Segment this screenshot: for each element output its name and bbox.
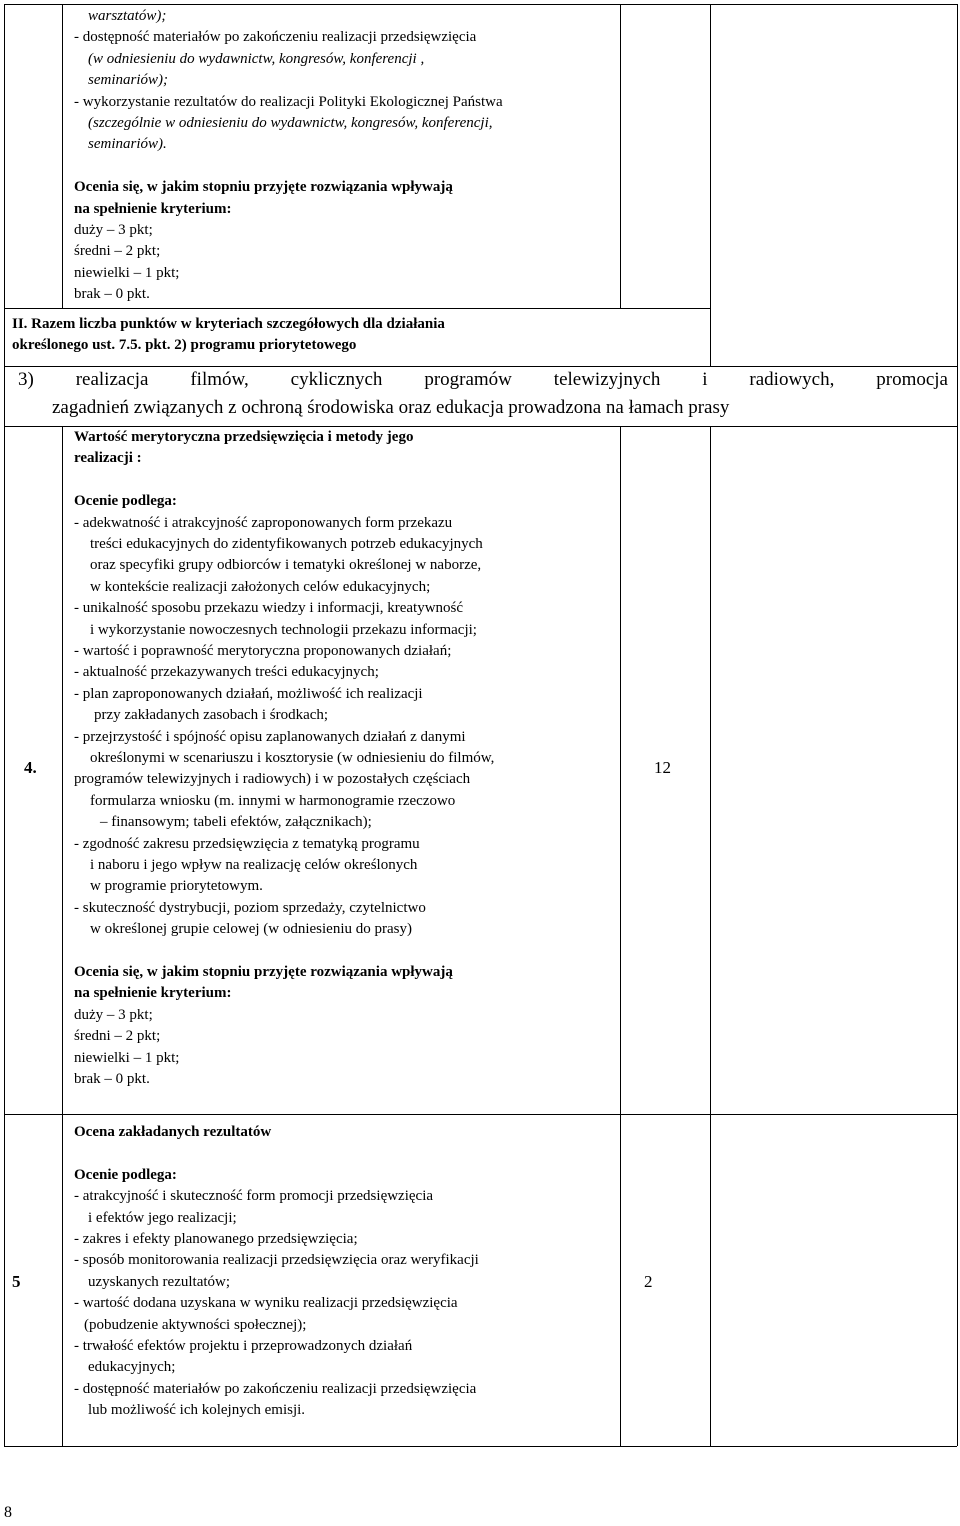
summary-row-top-border	[4, 308, 710, 309]
text-line: duży – 3 pkt;	[74, 222, 153, 238]
text-line: - sposób monitorowania realizacji przedsięwzięcia oraz weryfikacji	[74, 1252, 479, 1269]
row5-number: 5	[12, 1272, 21, 1291]
table-left-border	[4, 4, 5, 1446]
text-line: średni – 2 pkt;	[74, 243, 161, 260]
text-line: (pobudzenie aktywności społecznej);	[84, 1316, 307, 1333]
text-line: w kontekście realizacji założonych celów edukacyjnych;	[90, 578, 431, 595]
text-line: niewielki – 1 pkt;	[74, 264, 180, 281]
row4-number: 4.	[24, 758, 37, 777]
column-divider-1-top	[62, 4, 63, 308]
text-line: Ocenia się, w jakim stopniu przyjęte rozwiązania wpływają	[74, 964, 453, 980]
text-line: Ocenia się, w jakim stopniu przyjęte rozwiązania wpływają	[74, 179, 453, 196]
text-line: edukacyjnych;	[88, 1359, 176, 1376]
column-divider-2-bottom	[620, 426, 621, 1446]
text-line: średni – 2 pkt;	[74, 1028, 161, 1045]
text-line: uzyskanych rezultatów;	[88, 1273, 231, 1290]
text-line: lub możliwość ich kolejnych emisji.	[88, 1402, 306, 1419]
column-divider-3-bottom	[710, 426, 711, 1446]
table-right-border	[957, 4, 958, 1446]
text-line: - aktualność przekazywanych treści edukacyjnych;	[74, 664, 379, 681]
text-line: - wartość dodana uzyskana w wyniku realizacji przedsięwzięcia	[74, 1295, 458, 1312]
text-line: w określonej grupie celowej (w odniesieniu do prasy)	[90, 921, 412, 938]
text-line: – finansowym; tabeli efektów, załącznikach);	[100, 814, 372, 831]
text-line: - przejrzystość i spójność opisu zaplanowanych działań z danymi	[74, 728, 466, 745]
text-line: formularza wniosku (m. innymi w harmonogramie rzeczowo	[90, 792, 456, 809]
column-divider-1-bottom	[62, 426, 63, 1446]
text-line: w programie priorytetowym.	[90, 878, 263, 895]
row4-points: 12	[654, 758, 671, 777]
section3-heading-line1: 3) realizacja filmów, cyklicznych programów telewizyjnych i radiowych, promocja	[18, 369, 948, 390]
text-line: - zgodność zakresu przedsięwzięcia z tematyką programu	[74, 835, 420, 852]
text-line: brak – 0 pkt.	[74, 286, 150, 303]
row5-top-border	[4, 1114, 957, 1115]
text-line: seminariów);	[88, 72, 168, 89]
section3-heading-line2: zagadnień związanych z ochroną środowiska oraz edukacja prowadzona na łamach prasy	[52, 397, 730, 418]
table-bottom-border	[4, 1446, 957, 1447]
text-line: niewielki – 1 pkt;	[74, 1049, 180, 1066]
text-line: - plan zaproponowanych działań, możliwość ich realizacji	[74, 685, 423, 702]
text-line: - wykorzystanie rezultatów do realizacji Polityki Ekologicznej Państwa	[74, 93, 503, 110]
row5-criteria-text	[74, 1120, 614, 1440]
text-line: realizacji :	[74, 450, 142, 467]
text-line: seminariów).	[88, 136, 167, 153]
text-line: Ocena zakładanych rezultatów	[74, 1124, 272, 1140]
text-line: duży – 3 pkt;	[74, 1006, 153, 1023]
text-line: (w odniesieniu do wydawnictw, kongresów, konferencji ,	[88, 50, 425, 67]
text-line: treści edukacyjnych do zidentyfikowanych potrzeb edukacyjnych	[90, 536, 483, 552]
text-line: Ocenie podlega:	[74, 1166, 177, 1183]
row4-criteria-text	[74, 425, 614, 1105]
text-line: na spełnienie kryterium:	[74, 200, 232, 217]
text-line: programów telewizyjnych i radiowych) i w pozostałych częściach	[74, 771, 471, 788]
text-line: Wartość merytoryczna przedsięwzięcia i metody jego	[74, 429, 414, 445]
text-line: i efektów jego realizacji;	[88, 1209, 237, 1226]
text-line: - atrakcyjność i skuteczność form promocji przedsięwzięcia	[74, 1188, 434, 1205]
text-line: oraz specyfiki grupy odbiorców i tematyki określonej w naborze,	[90, 557, 482, 574]
text-line: określonymi w scenariuszu i kosztorysie (w odniesieniu do filmów,	[90, 750, 495, 766]
page-number: 8	[4, 1504, 12, 1521]
text-line: - skuteczność dystrybucji, poziom sprzedaży, czytelnictwo	[74, 899, 426, 916]
text-line: - wartość i poprawność merytoryczna proponowanych działań;	[74, 643, 452, 659]
text-line: warsztatów);	[88, 8, 167, 24]
text-line: i naboru i jego wpływ na realizację celów określonych	[90, 857, 418, 873]
row5-points: 2	[644, 1272, 653, 1291]
text-line: brak – 0 pkt.	[74, 1071, 150, 1087]
text-line: - dostępność materiałów po zakończeniu realizacji przedsięwzięcia	[74, 1380, 477, 1397]
text-line: Ocenie podlega:	[74, 493, 177, 510]
text-line: (szczególnie w odniesieniu do wydawnictw, kongresów, konferencji,	[88, 115, 493, 131]
text-line: II. Razem liczba punktów w kryteriach szczegółowych dla działania	[12, 316, 445, 332]
text-line: i wykorzystanie nowoczesnych technologii przekazu informacji;	[90, 621, 477, 638]
summary-row-text	[12, 312, 702, 362]
text-line: - dostępność materiałów po zakończeniu realizacji przedsięwzięcia	[74, 29, 477, 46]
text-line: określonego ust. 7.5. pkt. 2) programu priorytetowego	[12, 337, 357, 354]
text-line: - zakres i efekty planowanego przedsięwzięcia;	[74, 1231, 358, 1247]
text-line: - adekwatność i atrakcyjność zaproponowanych form przekazu	[74, 514, 453, 531]
column-divider-3-top	[710, 4, 711, 366]
top-criteria-text	[74, 4, 614, 304]
text-line: - trwałość efektów projektu i przeprowadzonych działań	[74, 1338, 413, 1354]
text-line: na spełnienie kryterium:	[74, 985, 232, 1002]
column-divider-2-top	[620, 4, 621, 308]
text-line: przy zakładanych zasobach i środkach;	[94, 707, 329, 724]
text-line: - unikalność sposobu przekazu wiedzy i informacji, kreatywność	[74, 600, 464, 617]
